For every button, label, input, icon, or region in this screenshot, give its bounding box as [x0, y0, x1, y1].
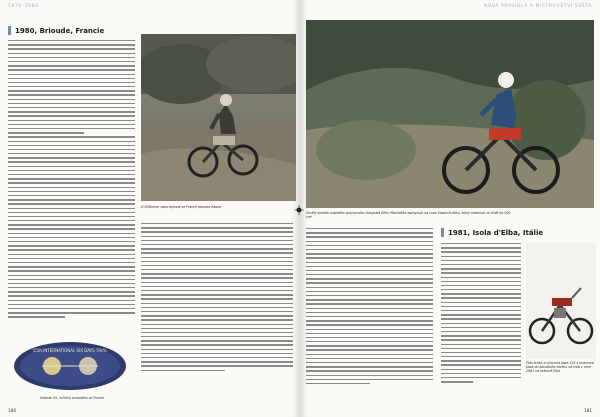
page-number-left: 180 — [8, 408, 16, 413]
section-heading-1981 — [441, 228, 543, 237]
page-number-right: 181 — [584, 408, 592, 413]
photo-caption-right: Skvělý snímek známého sportovního fotografa Jiřího Macháčka zachycuje na voze Vlasta Kučeru, který startoval ve třídě do 500 cm³ — [306, 211, 511, 219]
registration-mark-icon — [294, 205, 304, 215]
body-text-block — [8, 40, 135, 340]
right-page — [300, 0, 600, 417]
badge-55th-isdt — [12, 340, 129, 392]
running-head-right: NOVÁ PRAVIDLA A MISTROVSTVÍ SVĚTA — [483, 4, 592, 9]
body-column-right-1 — [306, 228, 433, 408]
photo-caption-right-2: Tato lehká a výkonná Jawa 125 s motorem Jawa do závodního terénu na trati v roce 1981 na ostrově Elba — [526, 361, 594, 373]
body-column-left-2 — [141, 223, 293, 403]
photo-rider-vlasta-kucera — [306, 20, 594, 208]
photo-jawa-125 — [526, 243, 596, 359]
photo-caption-left: O Stříbrnou vázu bojoval ve Francii Jaroslav Kaslar — [141, 205, 222, 209]
running-head-left: 1970–1980 — [8, 4, 39, 9]
section-marker — [8, 26, 11, 35]
section-title-1981: 1981, Isola d'Elba, Itálie — [448, 228, 544, 237]
section-title-1980: 1980, Brioude, Francie — [15, 26, 105, 35]
badge-caption: Odznak 55. ročníku konaného ve Francii — [40, 396, 105, 400]
body-column-left — [8, 40, 135, 340]
badge-lettering: 55th INTERNATIONAL SIX DAYS TRIAL — [32, 348, 108, 353]
section-marker — [441, 228, 444, 237]
section-heading-1980 — [8, 26, 104, 35]
photo-rider-france — [141, 34, 296, 201]
body-column-right-2 — [441, 243, 521, 403]
